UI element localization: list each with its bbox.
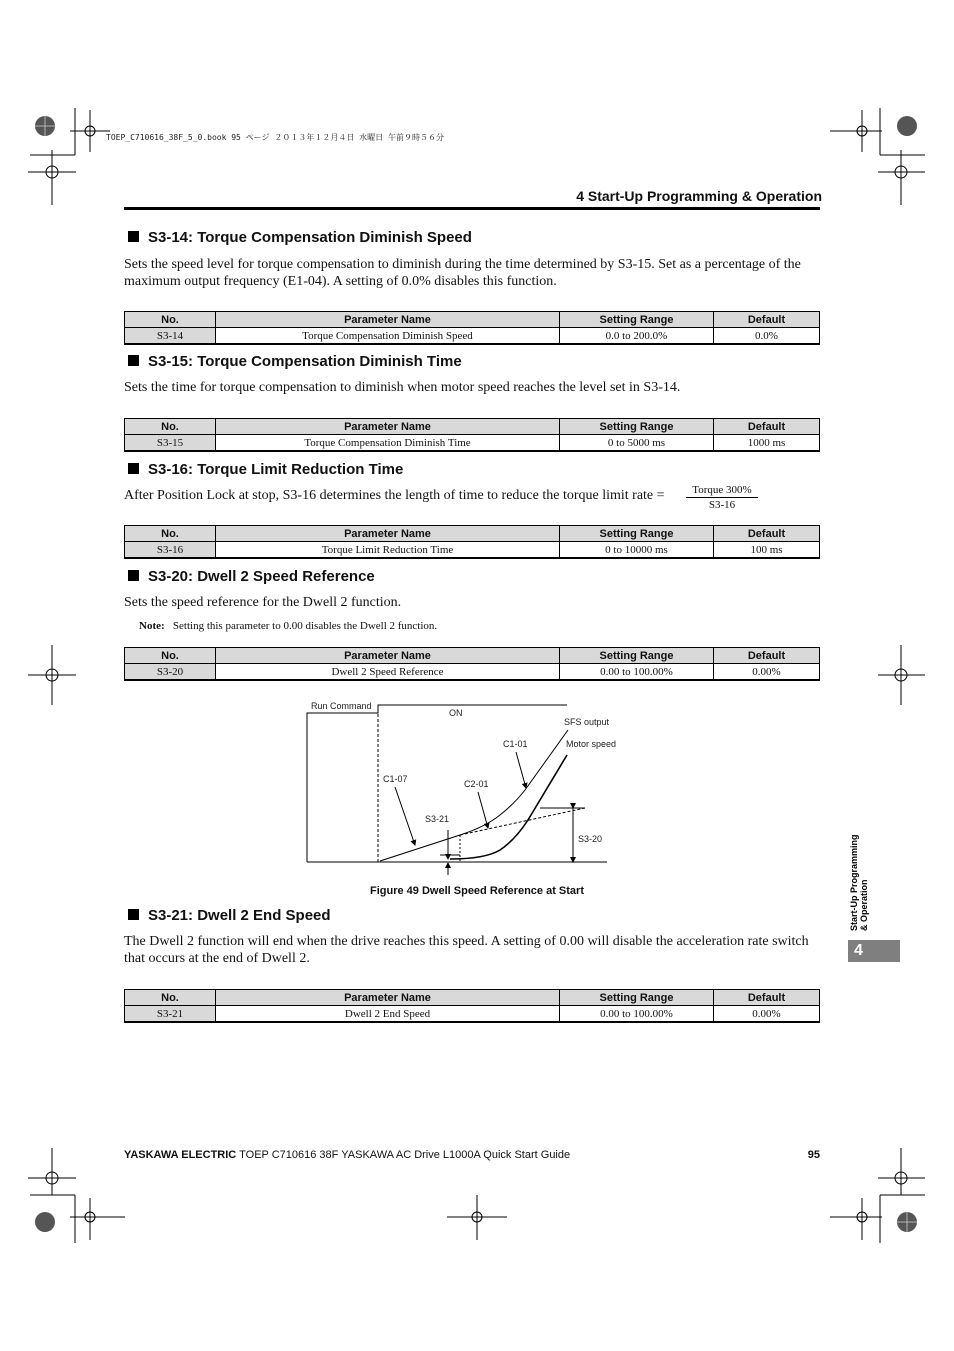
- label-s3-21: S3-21: [425, 814, 450, 824]
- table-row: [125, 1006, 820, 1023]
- cell-name: Dwell 2 End Speed: [216, 1006, 560, 1023]
- cell-name: Torque Compensation Diminish Speed: [216, 328, 560, 345]
- col-no: No.: [125, 419, 216, 435]
- cell-no: S3-16: [125, 542, 216, 559]
- book-info: TOEP_C710616_38F_5_0.book 95 ページ ２０１３年１２月４日 水曜日 午前９時５６分: [106, 133, 444, 142]
- label-c1-01: C1-01: [503, 739, 528, 749]
- table-row: [125, 542, 820, 559]
- col-default: Default: [714, 648, 820, 664]
- col-no: No.: [125, 648, 216, 664]
- cell-range: 0 to 5000 ms: [560, 435, 714, 452]
- col-no: No.: [125, 990, 216, 1006]
- col-name: Parameter Name: [216, 648, 560, 664]
- c1-01-leader: [516, 752, 526, 788]
- section-title-s3-14: S3-14: Torque Compensation Diminish Speed: [128, 229, 472, 246]
- motor-speed-curve: [450, 755, 567, 859]
- cell-no: S3-14: [125, 328, 216, 345]
- chapter-tab: 4: [848, 940, 900, 962]
- section-title-s3-20: S3-20: Dwell 2 Speed Reference: [128, 568, 375, 585]
- label-c1-07: C1-07: [383, 774, 408, 784]
- side-tab-label: [832, 825, 872, 933]
- cell-range: 0.00 to 100.00%: [560, 1006, 714, 1023]
- cell-no: S3-15: [125, 435, 216, 452]
- section-text-s3-20: Sets the speed reference for the Dwell 2 function.: [124, 595, 402, 610]
- label-c2-01: C2-01: [464, 779, 489, 789]
- col-range: Setting Range: [560, 312, 714, 328]
- param-table-s3-15: [124, 418, 820, 452]
- note: [139, 620, 437, 632]
- col-no: No.: [125, 312, 216, 328]
- bullet-square-icon: [128, 909, 139, 920]
- page-header: 4 Start-Up Programming & Operation: [576, 188, 822, 204]
- col-no: No.: [125, 526, 216, 542]
- cell-range: 0.0 to 200.0%: [560, 328, 714, 345]
- col-name: Parameter Name: [216, 419, 560, 435]
- section-text-s3-15: Sets the time for torque compensation to diminish when motor speed reaches the level set in S3-14.: [124, 380, 681, 395]
- cell-default: 0.00%: [714, 1006, 820, 1023]
- table-header-row: [125, 312, 820, 328]
- footer: [124, 1149, 570, 1161]
- col-name: Parameter Name: [216, 312, 560, 328]
- section-text-s3-14: Sets the speed level for torque compensation to diminish during the time determined by S3-15. Set as a percentage of the maximum output frequency (E1-04). A setting of 0.0% disables this function.: [124, 257, 801, 289]
- c2-01-leader: [478, 792, 488, 828]
- col-range: Setting Range: [560, 419, 714, 435]
- bullet-square-icon: [128, 570, 139, 581]
- bullet-square-icon: [128, 231, 139, 242]
- cell-name: Torque Limit Reduction Time: [216, 542, 560, 559]
- table-row: [125, 664, 820, 681]
- bullet-square-icon: [128, 463, 139, 474]
- label-s3-20: S3-20: [578, 834, 603, 844]
- section-text-s3-21: The Dwell 2 function will end when the drive reaches this speed. A setting of 0.00 will disable the acceleration rate switch that occurs at the end of Dwell 2.: [124, 934, 809, 966]
- s3-20-level-line: [460, 808, 585, 835]
- side-tab-line1: Start-Up Programming: [849, 834, 859, 931]
- cell-default: 0.00%: [714, 664, 820, 681]
- param-table-s3-16: [124, 525, 820, 559]
- cell-name: Dwell 2 Speed Reference: [216, 664, 560, 681]
- col-default: Default: [714, 526, 820, 542]
- section-text-s3-16: After Position Lock at stop, S3-16 determines the length of time to reduce the torque limit rate =: [124, 488, 665, 503]
- table-header-row: [125, 990, 820, 1006]
- label-on: ON: [449, 708, 463, 718]
- cell-default: 0.0%: [714, 328, 820, 345]
- cell-name: Torque Compensation Diminish Time: [216, 435, 560, 452]
- header-rule: [124, 207, 820, 210]
- note-label: Note:: [139, 620, 165, 632]
- col-default: Default: [714, 419, 820, 435]
- col-range: Setting Range: [560, 526, 714, 542]
- col-default: Default: [714, 990, 820, 1006]
- page-number: 95: [807, 1149, 820, 1161]
- table-header-row: [125, 526, 820, 542]
- section-title-s3-21: S3-21: Dwell 2 End Speed: [128, 907, 331, 924]
- col-default: Default: [714, 312, 820, 328]
- side-tab-line2: & Operation: [859, 879, 869, 931]
- cell-default: 1000 ms: [714, 435, 820, 452]
- cell-no: S3-21: [125, 1006, 216, 1023]
- param-table-s3-21: [124, 989, 820, 1023]
- sfs-output-curve: [380, 730, 568, 861]
- c1-07-leader: [395, 787, 415, 845]
- fraction-denominator: S3-16: [708, 499, 736, 511]
- table-header-row: [125, 419, 820, 435]
- param-table-s3-20: [124, 647, 820, 681]
- note-text: Setting this parameter to 0.00 disables the Dwell 2 function.: [172, 620, 438, 632]
- cell-range: 0 to 10000 ms: [560, 542, 714, 559]
- col-name: Parameter Name: [216, 526, 560, 542]
- label-motor-speed: Motor speed: [566, 739, 617, 749]
- bullet-square-icon: [128, 355, 139, 366]
- table-row: [125, 328, 820, 345]
- fraction-numerator: Torque 300%: [686, 484, 758, 498]
- figure-caption: Figure 49 Dwell Speed Reference at Start: [370, 885, 584, 897]
- footer-text: TOEP C710616 38F YASKAWA AC Drive L1000A Quick Start Guide: [236, 1149, 571, 1161]
- table-row: [125, 435, 820, 452]
- label-sfs-output: SFS output: [564, 717, 610, 727]
- col-range: Setting Range: [560, 990, 714, 1006]
- section-title-s3-15: S3-15: Torque Compensation Diminish Time: [128, 353, 462, 370]
- param-table-s3-14: [124, 311, 820, 345]
- col-range: Setting Range: [560, 648, 714, 664]
- col-name: Parameter Name: [216, 990, 560, 1006]
- table-header-row: [125, 648, 820, 664]
- label-run-command: Run Command: [311, 701, 372, 711]
- dwell-speed-figure: [300, 695, 620, 875]
- footer-brand: YASKAWA ELECTRIC: [124, 1149, 237, 1161]
- cell-no: S3-20: [125, 664, 216, 681]
- cell-range: 0.00 to 100.00%: [560, 664, 714, 681]
- section-title-s3-16: S3-16: Torque Limit Reduction Time: [128, 461, 403, 478]
- cell-default: 100 ms: [714, 542, 820, 559]
- torque-rate-fraction: [686, 484, 758, 511]
